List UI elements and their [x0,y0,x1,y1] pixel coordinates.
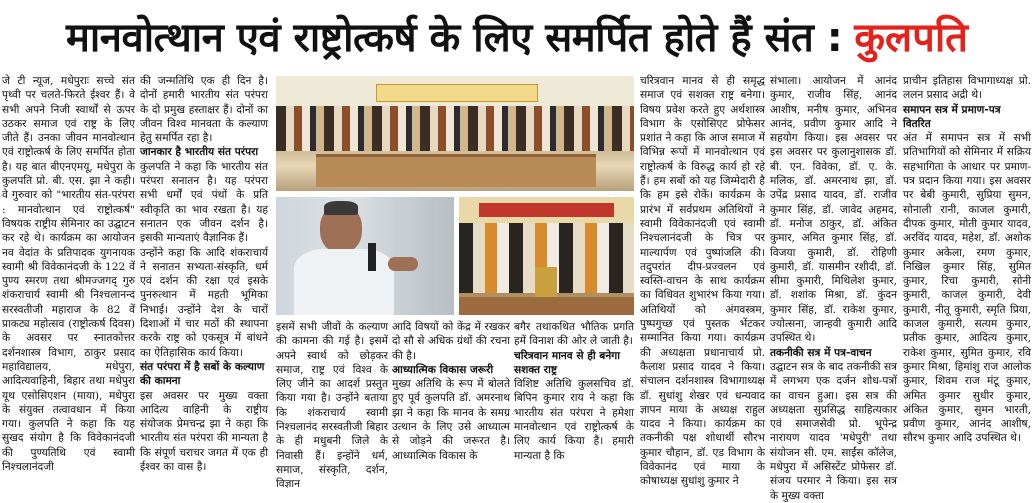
headline [0,0,1034,70]
article-column-4 [392,320,510,464]
paragraph: संभाला। आयोजन में आनंद कुमार, राजीव सिंह, आनंद आशीष, मनीष कुमार, अभिनव आनंद, प्रवीण कुमार आदि ने सहयोग किया। इस अवसर पर इस अवसर पर कुलानुशासक डॉ. बी. एन. विवेका, डॉ. ए. के. मलिक, डॉ. अमरनाथ झा, डॉ. उपेंद्र प्रसाद यादव, डॉ. राजीव कुमार सिंह, डॉ. जावेद अहमद, डॉ. मनोज ठाकुर, डॉ. अंकित कुमार, अमित कुमार सिंह, डॉ. विजया कुमारी, डॉ. रोहिणी कुमारी, डॉ. यासमीन रशीदी, डॉ. सीमा कुमारी, मिथिलेश कुमार, डॉ. शशांक मिश्रा, डॉ. कुंदन कुमार सिंह, डॉ. राकेश कुमार, ज्योत्सना, जान्हवी कुमारी आदि उपस्थित थे। [770,75,897,345]
paragraph: आदि विषयों को केंद्र में रखकर दो सौ से अधिक ग्रंथों की रचना की है। [392,321,510,362]
paragraph: प्राचीन इतिहास विभागाध्यक्ष प्रो. ललन प्रसाद अद्री थे। [903,75,1031,102]
article-column-7 [770,74,897,502]
paragraph: चरित्रवान मानव से ही समृद्ध समाज एवं सशक्त राष्ट्र बनेगा। विषय प्रवेश करते हुए अर्थशास्त्र विभाग के एसोसिएट प्रोफेसर प्रशांत ने कहा कि आज समाज में विभिन्न रूपों में मानवोत्थान एवं राष्ट्रोत्कर्ष के विरुद्ध कार्य हो रहे हैं। हम सबों को यह जिम्मेदारी है कि हम इसे रोकें। कार्यक्रम के प्रारंभ में सर्वप्रथम अतिथियों ने स्वामी विवेकानंदजी एवं स्वामी निश्चलानंदजी के चित्र पर माल्यार्पण एवं पुष्पांजलि की। तदुपरांत दीप-प्रज्वलन एवं स्वस्ति-वाचन के साथ कार्यक्रम का विधिवत शुभारंभ किया गया। अतिथियों को अंगवस्त्रम, पुष्पगुच्छ एवं पुस्तक भेंटकर सम्मानित किया गया। कार्यक्रम की अध्यक्षता प्रधानाचार्य प्रो. कैलाश प्रसाद यादव ने किया। संचालन दर्शनशास्त्र विभागाध्यक्ष डॉ. सुधांशु शेखर एवं धन्यवाद ज्ञापन माया के अध्यक्ष राहुल यादव ने किया। कार्यक्रम का तकनीकी पक्ष शोधार्थी सौरभ कुमार चौहान, डॉ. एड विभाग के विवेकानंद एवं माया के कोषाध्यक्ष सुधांशु कुमार ने [640,75,765,488]
subheading: आध्यात्मिक विकास जरूरी [392,363,494,376]
paragraph: उद्घाटन सत्र के बाद तकनीकी सत्र में लगभग एक दर्जन शोध-पत्रों का वाचन हुआ। इस सत्र की अध्यक्षता सुप्रसिद्ध साहित्यकार एवं समाजसेवी प्रो. भूपेन्द्र नारायण यादव 'मधेपुरी' तथा संयोजन सी. एम. साईंस कॉलेज, मधेपुरा में असिस्टेंट प्रोफेसर डॉ. संजय परमार ने किया। इस सत्र के मुख्य वक्ता [770,360,897,502]
article-column-2 [140,74,268,474]
paragraph: इसमें सभी जीवों के कल्याण की कामना की गई है। इसमें अपने स्वार्थ को छोड़कर समाज, राष्ट्र एवं विश्व के लिए जीने का आदर्श प्रस्तुत किया गया है। उन्होंने बताया कि शंकराचार्य स्वामी निश्चलानंद सरस्वतीजी बिहार के ही मधुबनी जिले के निवासी हैं। इन्होंने धर्म, समाज, संस्कृति, दर्शन, विज्ञान [276,321,388,491]
article-column-1 [2,74,135,474]
subheading: जानकार है भारतीय संत परंपरा [140,146,259,159]
paragraph: बगैर तथाकथित भौतिक प्रगति हमें विनाश की ओर ले जाती है। [514,321,634,348]
article-column-3 [276,320,388,491]
headline-accent: कुलपति [854,14,968,61]
subheading: समापन सत्र में प्रमाण-पत्र वितरित [903,103,1001,130]
subheading: तकनीकी सत्र में पत्र-वाचन [770,346,872,359]
subheading: चरित्रवान मानव से ही बनेगा सशक्त राष्ट्र [514,349,620,376]
paragraph: जे टी न्यूज, मधेपुराः सच्चे संत पृथ्वी पर चलते-फिरते ईश्वर हैं। वे सभी अपने निजी स्वार्थों से ऊपर उठकर समाज एवं राष्ट्र के लिए जीते हैं। उनका जीवन मानवोत्थान एवं राष्ट्रोत्कर्ष के लिए समर्पित होता है। यह बात बीएनएमयू, मधेपुरा के कुलपति प्रो. बी. एस. झा ने कही। वे गुरुवार को "भारतीय संत-परंपरा : मानवोत्थान एवं राष्ट्रोत्कर्ष" विषयक राष्ट्रीय सेमिनार का उद्घाटन कर रहे थे। कार्यक्रम का आयोजन नव वेदांत के प्रतिपादक युगनायक स्वामी श्री विवेकानंदजी के 122 वें पुण्य स्मरण तथा श्रीमज्जगद् गुरु शंकराचार्य स्वामी श्री निश्चलानन्द सरस्वतीजी महाराज के 82 वें प्राकट्य महोत्सव (राष्ट्रोत्कर्ष दिवस) के अवसर पर स्नातकोत्तर दर्शनशास्त्र विभाग, ठाकुर प्रसाद महाविद्यालय, मधेपुरा, आदित्यवाहिनी, बिहार तथा मधेपुरा यूथ एसोसिएशन (माया), मधेपुरा के संयुक्त तत्वावधान में किया गया। कुलपति ने कहा कि यह सुखद संयोग है कि विवेकानंदजी की पुण्यतिथि एवं स्वामी निश्चलानंदजी [2,75,135,474]
article-column-8 [903,74,1031,464]
paragraph: कुलपति ने कहा कि भारतीय संत परंपरा सनातन है। यह परंपरा सभी धर्मों एवं पंथों के प्रति स्वीकृति का भाव रखता है। यह सनातन एक जीवन दर्शन है। इसकी मान्यताएं वैज्ञानिक हैं। [140,160,268,245]
article-column-6 [640,74,765,488]
article-column-5 [514,320,634,464]
paragraph: उन्होंने कहा कि आदि शंकराचार्य ने सनातन सभ्यता-संस्कृति, धर्म एवं दर्शन की रक्षा एवं इसके पुनरुत्थान में महती भूमिका निभाई। उन्होंने देश के चारों दिशाओं में चार मठों की स्थापना करके राष्ट्र को एकसूत्र में बांधने का ऐतिहासिक कार्य किया। [140,246,268,359]
paragraph: विशिष्ट अतिथि कुलसचिव डॉ. बिपिन कुमार राय ने कहा कि भारतीय संत परंपरा ने हमेशा मानवोत्थान एवं राष्ट्रोत्कर्ष के लिए कार्य किया है। हमारी मान्यता है कि [514,378,634,462]
paragraph: मुख्य अतिथि के रूप में बोलते हुए पूर्व कुलपति डॉ. अमरनाथ झा ने कहा कि मानव के समग्र उत्थान के लिए उसे आध्यात्म से जोड़ने की जरूरत है। आध्यात्मिक विकास के [392,378,510,462]
photo-group-on-stage [276,76,634,191]
paragraph: इस अवसर पर मुख्य वक्ता आदित्य वाहिनी के राष्ट्रीय संयोजक प्रेमचन्द्र झा ने कहा कि भारतीय संत परंपरा की मान्यता है कि संपूर्ण चराचर जगत में एक ही ईश्वर का वास है। [140,389,268,474]
headline-main: मानवोत्थान एवं राष्ट्रोत्कर्ष के लिए समर्पित होते हैं संत : [65,14,843,61]
photo-lamp-lighting [459,197,634,315]
subheading: संत परंपरा में है सबों के कल्याण की कामना [140,360,265,388]
paragraph: की जन्मतिथि एक ही दिन है। दोनों हमारी भारतीय संत परंपरा के दो प्रमुख हस्ताक्षर हैं। दोनों का जीवन विश्व मानवता के कल्याण हेतु समर्पित रहा है। [140,75,268,145]
photo-speaker [276,197,454,315]
paragraph: अंत में समापन सत्र में सभी प्रतिभागियों को सेमिनार में सक्रिय सहभागिता के आधार पर प्रमाण-पत्र प्रदान किया गया। इस अवसर पर बेबी कुमारी, सुप्रिया सुमन, सोनाली रानी, काजल कुमारी, दीपक कुमार, मोती कुमार यादव, अरविंद यादव, महेश, डॉ. अशोक कुमार अकेला, रमण कुमार, निखिल कुमार सिंह, सुमित कुमार, रिचा कुमारी, सोनी कुमारी, काजल कुमारी, देवी कुमारी, नीतू कुमारी, स्मृति प्रिया, काजल कुमारी, सत्यम कुमार, प्रतीक कुमार, आदित्य कुमार, राकेश कुमार, सुमित कुमार, रवि कुमार मिश्रा, हिमांशु राज आलोक कुमार, शिवम राज मंटू कुमार, अमित कुमार सुधीर कुमार, अंकित कुमार, सुमन भारती, प्रवीण कुमार, आनंद आशीष, सौरभ कुमार आदि उपस्थित थे। [903,132,1031,445]
